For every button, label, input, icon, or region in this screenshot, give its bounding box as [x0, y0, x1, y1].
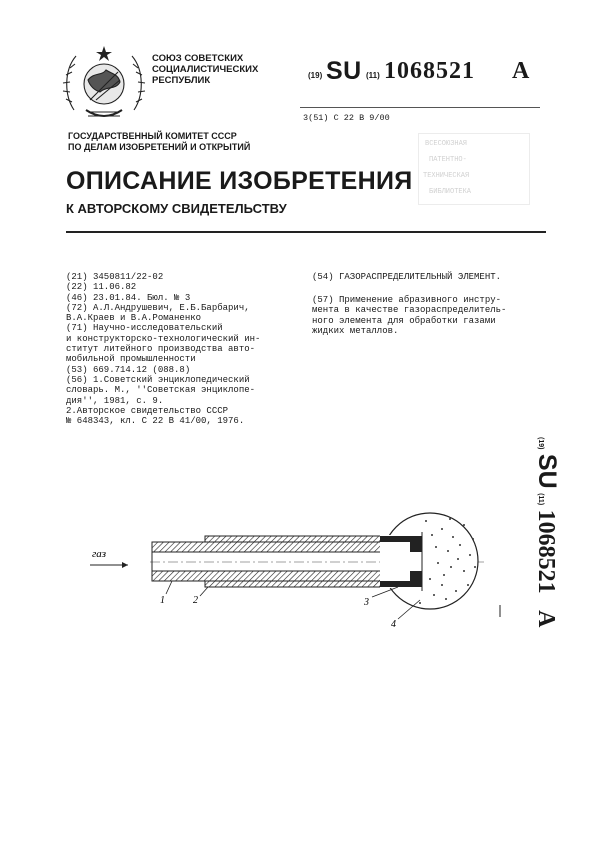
- gas-inlet-arrow: [90, 562, 128, 568]
- part-label-4: 4: [391, 619, 396, 630]
- technical-drawing: [80, 495, 520, 635]
- vertical-inid-19: (19): [537, 437, 544, 450]
- vertical-pub-kind: A: [533, 610, 559, 628]
- library-stamp: [418, 133, 530, 205]
- biblio-line: дия'', 1981, с. 9.: [66, 395, 164, 406]
- biblio-line: и конструкторско-технологический ин-: [66, 333, 261, 344]
- biblio-line: 2.Авторское свидетельство СССР: [66, 405, 229, 416]
- biblio-line: (46) 23.01.84. Бюл. № 3: [66, 292, 191, 303]
- abstract: [312, 295, 537, 336]
- country-block: [152, 53, 262, 86]
- pub-kind: A: [512, 58, 531, 84]
- biblio-line: (71) Научно-исследовательский: [66, 323, 223, 334]
- committee-name: [68, 131, 250, 153]
- country-line: СОЦИАЛИСТИЧЕСКИХ: [152, 64, 259, 75]
- committee-line: ПО ДЕЛАМ ИЗОБРЕТЕНИЙ И ОТКРЫТИЙ: [68, 142, 251, 152]
- biblio-line: (21) 3450811/22-02: [66, 272, 164, 282]
- biblio-line: (72) А.Л.Андрушевич, Е.Б.Барбарич,: [66, 302, 250, 313]
- publication-number: [300, 57, 540, 87]
- header-rule: [300, 107, 540, 108]
- biblio-line: (53) 669.714.12 (088.8): [66, 364, 191, 375]
- abrasive-element-4: [380, 513, 478, 609]
- abstract-line: ного элемента для обработки газами: [312, 315, 496, 326]
- part-label-2: 2: [193, 595, 198, 606]
- invention-title: (54) ГАЗОРАСПРЕДЕЛИТЕЛЬНЫЙ ЭЛЕМЕНТ.: [312, 272, 502, 282]
- abstract-line: (57) Применение абразивного инстру-: [312, 295, 502, 305]
- gas-label: газ: [92, 548, 107, 560]
- biblio-line: (22) 11.06.82: [66, 282, 137, 293]
- inid-19: (19): [308, 71, 323, 80]
- biblio-line: (56) 1.Советский энциклопедический: [66, 374, 250, 385]
- abstract-line: жидких металлов.: [312, 325, 399, 336]
- abstract-line: мента в качестве газораспределитель-: [312, 305, 507, 316]
- document-subtitle: К АВТОРСКОМУ СВИДЕТЕЛЬСТВУ: [66, 201, 287, 216]
- biblio-line: ститут литейного производства авто-: [66, 344, 256, 355]
- committee-line: ГОСУДАРСТВЕННЫЙ КОМИТЕТ СССР: [68, 131, 237, 141]
- inid-11: (11): [366, 71, 380, 80]
- pub-number: 1068521: [384, 58, 475, 84]
- document-title: ОПИСАНИЕ ИЗОБРЕТЕНИЯ: [66, 167, 413, 195]
- biblio-line: словарь. М., ''Советская энциклопе-: [66, 385, 256, 396]
- biblio-line: № 648343, кл. С 22 В 41/00, 1976.: [66, 416, 245, 427]
- vertical-pub-number: [527, 437, 563, 667]
- vertical-pub-number: 1068521: [533, 509, 559, 594]
- vertical-pub-country: SU: [533, 453, 561, 489]
- country-line: СОЮЗ СОВЕТСКИХ: [152, 53, 244, 64]
- stamp-line: ПАТЕНТНО-: [429, 156, 467, 164]
- stamp-line: БИБЛИОТЕКА: [429, 188, 472, 196]
- title-rule: [66, 231, 546, 233]
- pub-country: SU: [326, 57, 362, 85]
- ipc-class: 3(51) С 22 В 9/00: [303, 113, 390, 123]
- biblio-line: В.А.Краев и В.А.Романенко: [66, 313, 202, 324]
- part-label-1: 1: [160, 595, 165, 606]
- stamp-line: ТЕХНИЧЕСКАЯ: [423, 172, 470, 180]
- country-line: РЕСПУБЛИК: [152, 75, 211, 86]
- biblio-line: мобильной промышленности: [66, 354, 196, 365]
- vertical-inid-11: (11): [537, 493, 544, 506]
- stamp-line: ВСЕСОЮЗНАЯ: [425, 140, 468, 148]
- bibliographic-data: [66, 272, 291, 426]
- part-label-3: 3: [364, 597, 369, 608]
- ussr-emblem-icon: [60, 40, 148, 128]
